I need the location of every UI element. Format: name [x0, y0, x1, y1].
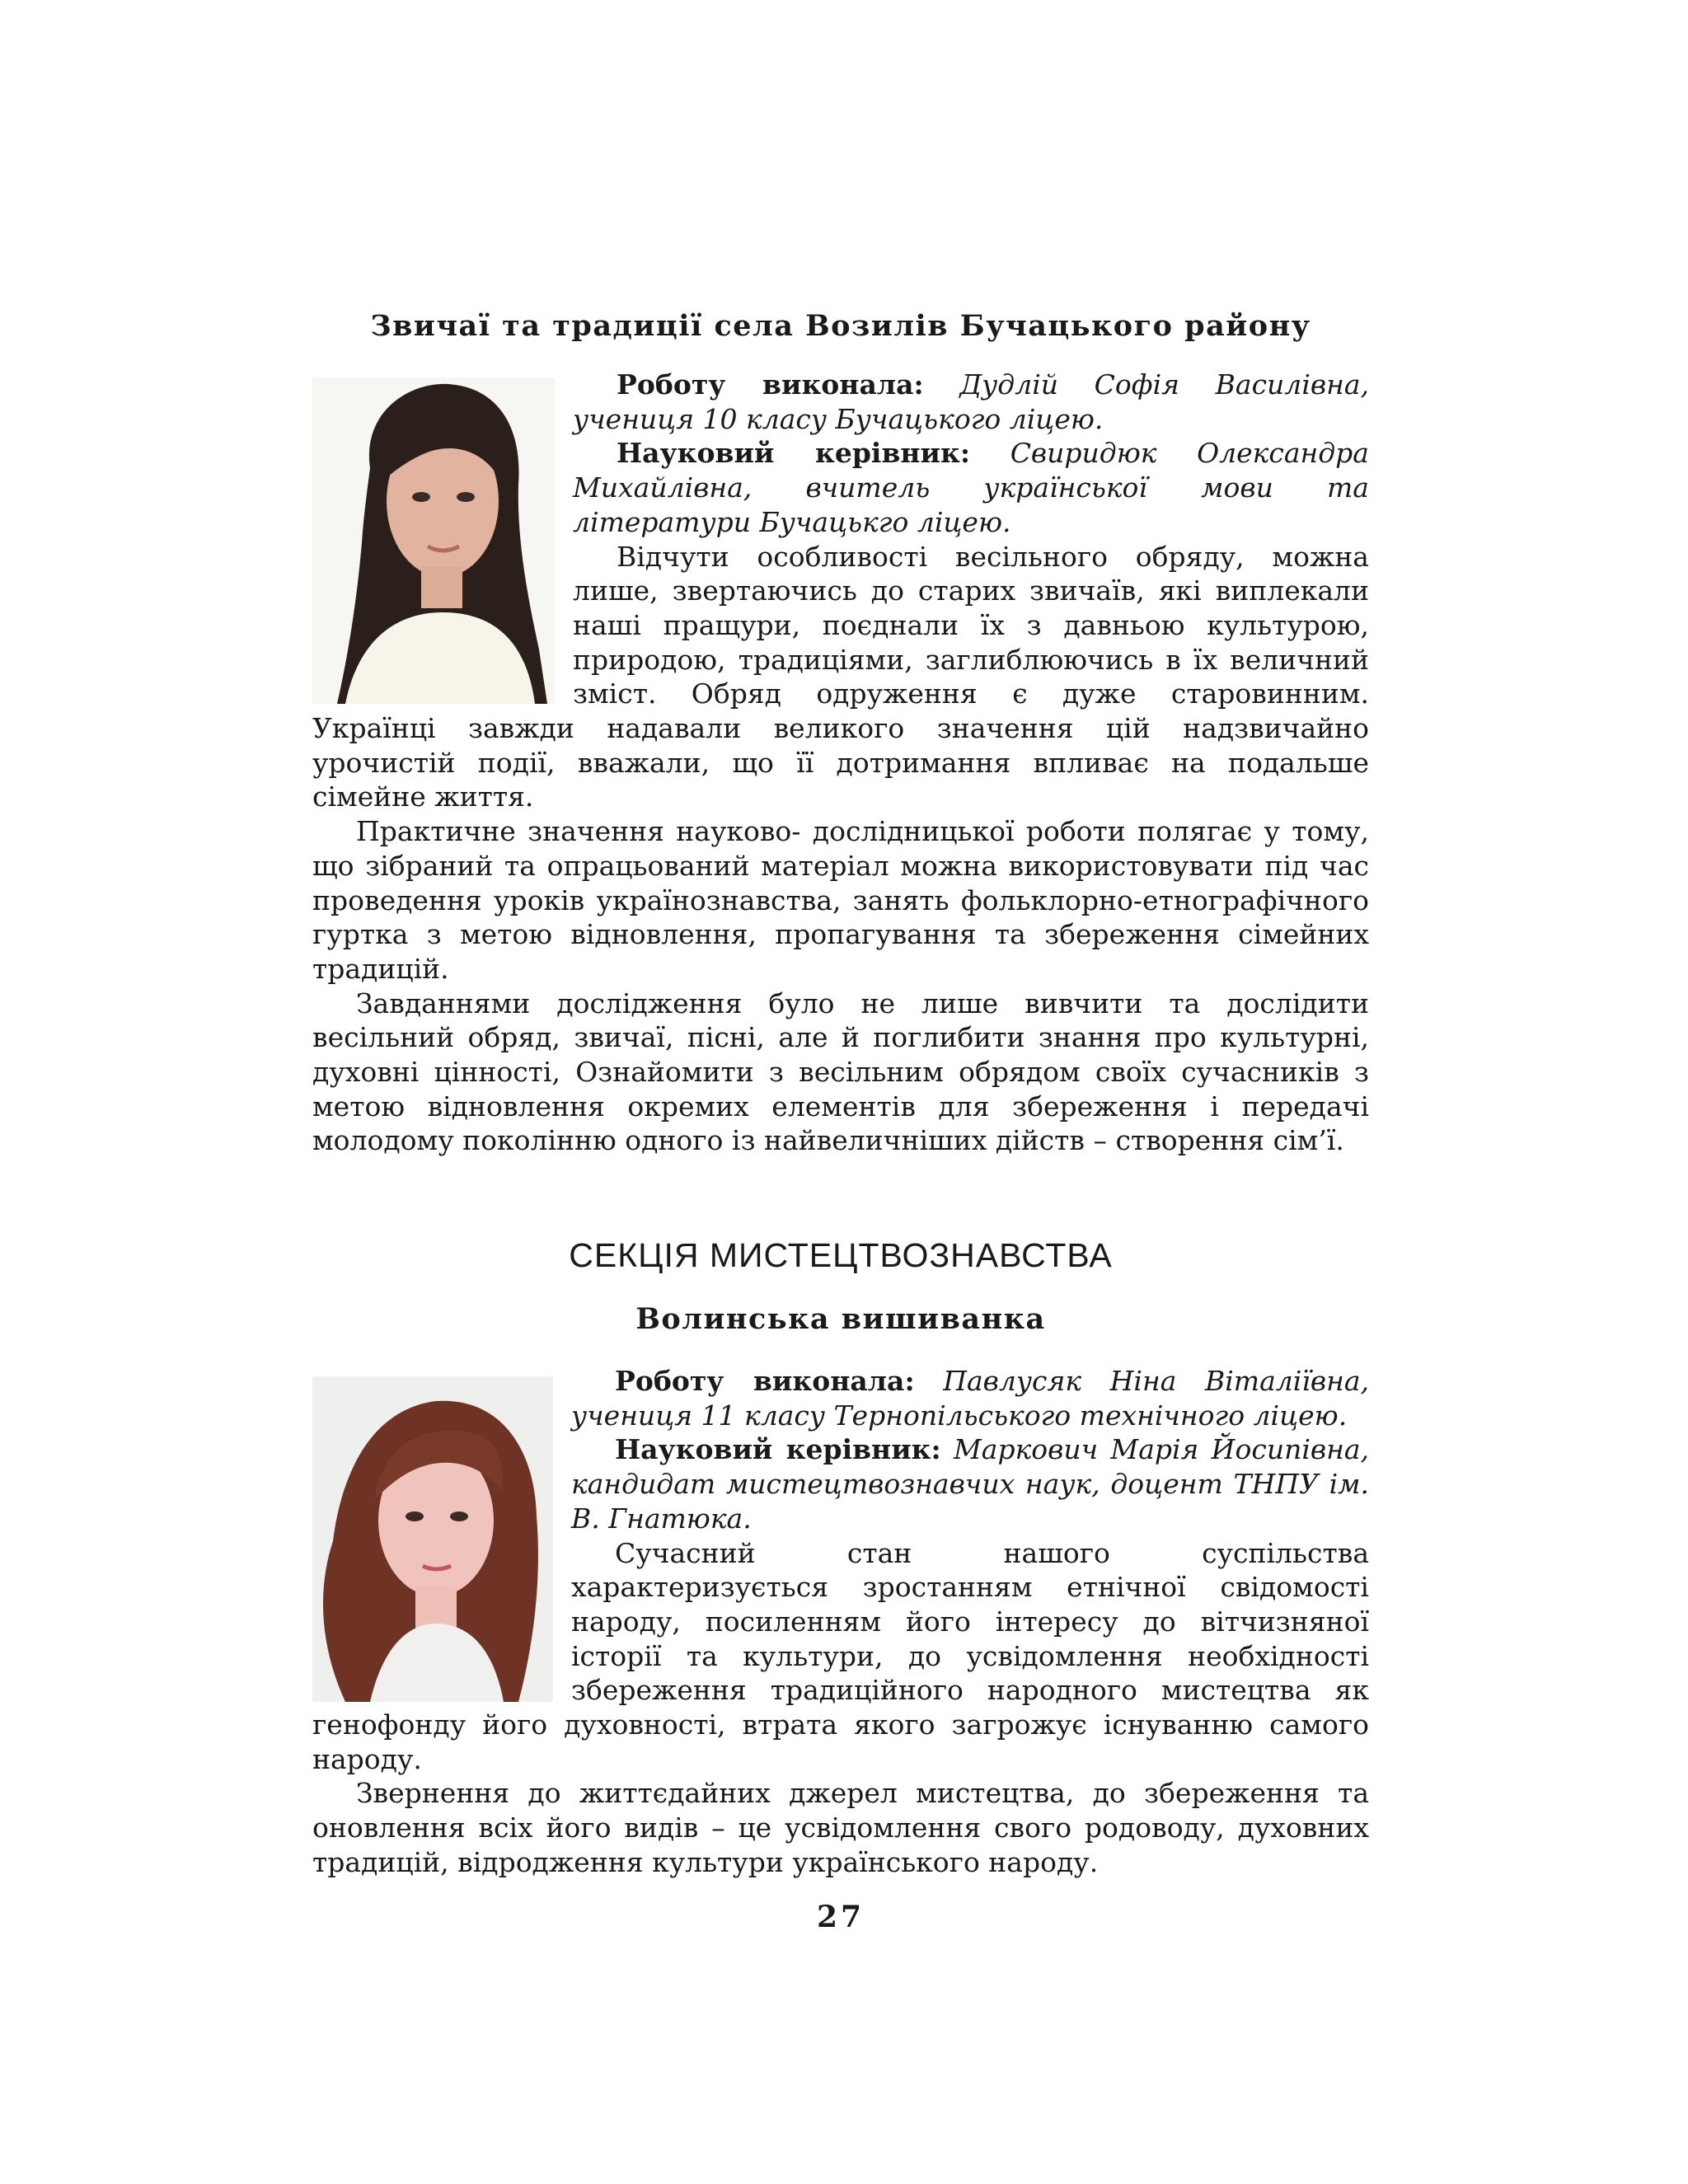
article1-body	[312, 368, 1369, 1158]
article2-supervisor-text: Маркович Марія Йосипівна, кандидат мистецтвознавчих наук, доцент ТНПУ ім. В. Гнатюка.	[571, 1433, 1369, 1535]
article1-supervisor-text: Свиридюк Олександра Михайлівна, вчитель української мови та літератури Бучацькго ліцею.	[573, 437, 1369, 538]
article2-body	[312, 1364, 1369, 1880]
article1-author-text: Дудлій Софія Василівна, учениця 10 класу Бучацького ліцею.	[573, 368, 1369, 435]
article1-author-photo	[312, 377, 555, 704]
article2-paragraph-1: Сучасний стан нашого суспільства характеризується зростанням етнічної свідомості народу, посиленням його інтересу до вітчизняної історії та культури, до усвідомлення необхідності збереження традиційного народного мистецтва як генофонду його духовності, втрата якого загрожує існуванню самого народу.	[312, 1536, 1369, 1775]
article1-paragraph-2: Практичне значення науково- дослідницької роботи полягає у тому, що зібраний та опрацьований матеріал можна використовувати під час проведення уроків українознавства, занять фольклорно-етнографічного гуртка з метою відновлення, пропагування та збереження сімейних традицій.	[312, 815, 1369, 985]
article2-supervisor-label: Науковий керівник:	[615, 1433, 941, 1466]
section-title: СЕКЦІЯ МИСТЕЦТВОЗНАВСТВА	[569, 1236, 1113, 1274]
article1-supervisor-label: Науковий керівник:	[617, 437, 971, 470]
article1-author-label: Роботу виконала:	[617, 368, 924, 401]
article1-title: Звичаї та традиції села Возилів Бучацького району	[370, 309, 1311, 343]
article2-title: Волинська вишиванка	[635, 1302, 1046, 1336]
article2-author-label: Роботу виконала:	[615, 1365, 915, 1397]
article1-paragraph-1: Відчути особливості весільного обряду, можна лише, звертаючись до старих звичаїв, які виплекали наші пращури, поєднали їх з давньою культурою, природою, традиціями, заглиблюючись в їх величний зміст. Обряд одруження є дуже старовинним. Українці завжди надавали великого значення цій надзвичайно урочистій події, вважали, що її дотримання впливає на подальше сімейне життя.	[312, 540, 1369, 813]
article2-author-text: Павлусяк Ніна Віталіївна, учениця 11 класу Тернопільського технічного ліцею.	[571, 1365, 1369, 1432]
page-number: 27	[816, 1900, 865, 1934]
article2-paragraph-2: Звернення до життєдайних джерел мистецтва, до збереження та оновлення всіх його видів – це усвідомлення свого родоводу, духовних традицій, відродження культури українського народу.	[312, 1777, 1369, 1878]
article2-author-photo	[312, 1376, 553, 1702]
article1-paragraph-3: Завданнями дослідження було не лише вивчити та дослідити весільний обряд, звичаї, пісні, але й поглибити знання про культурні, духовні цінності, Ознайомити з весільним обрядом своїх сучасників з метою відновлення окремих елементів для збереження і передачі молодому поколінню одного із найвеличніших дійств – створення сім’ї.	[312, 987, 1369, 1157]
